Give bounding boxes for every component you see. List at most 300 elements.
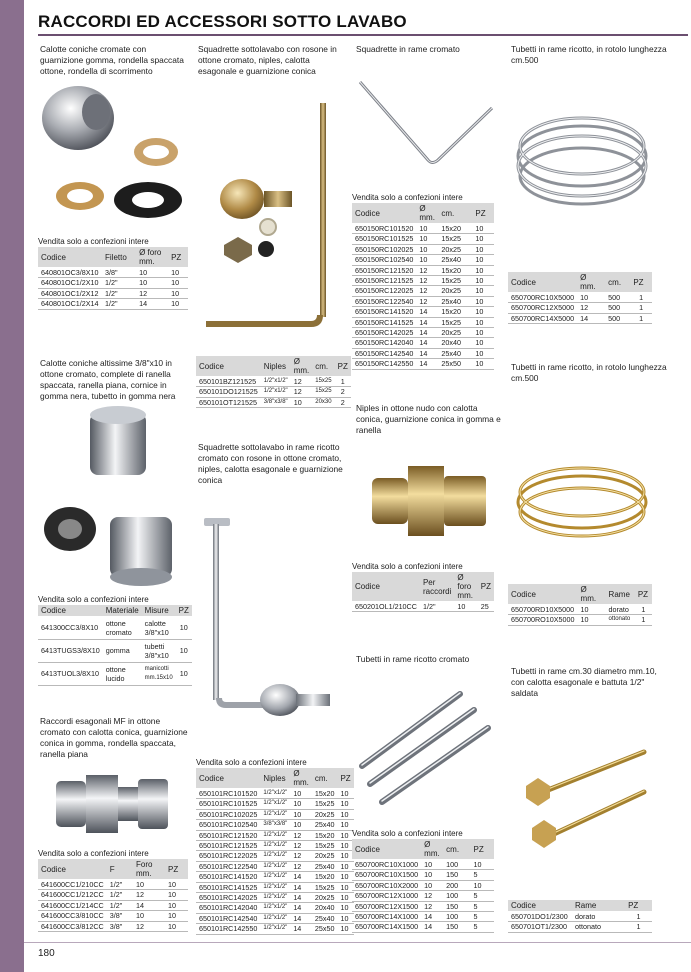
column-header: Codice: [508, 584, 578, 605]
table-row: [508, 912, 652, 922]
cell: 150: [443, 922, 470, 932]
cell: tubetti 3/8"x10: [142, 640, 176, 663]
cell: 650150RC102540: [352, 255, 416, 265]
cell: 650700RC10X1000: [352, 860, 421, 870]
cell: 10: [176, 640, 192, 663]
cell: 641600CC1/210CC: [38, 880, 107, 890]
section-2-table: [196, 356, 351, 408]
table-row: [196, 851, 354, 861]
cell: 650101RC101520: [196, 789, 260, 799]
cell: 14: [290, 924, 312, 934]
table-row: [352, 328, 494, 338]
cell: 3/8": [102, 268, 136, 278]
cell: 10: [136, 268, 168, 278]
column-header: Codice: [38, 859, 107, 880]
column-header: Ø foro mm.: [136, 247, 168, 268]
cell: 20x40: [438, 338, 472, 348]
table-row: [352, 870, 494, 880]
cell: 640801OC1/2X14: [38, 299, 102, 309]
cell: 12: [416, 276, 438, 286]
cell: 5: [471, 922, 495, 932]
cell: 14: [290, 882, 312, 892]
column-header: cm.: [443, 839, 470, 860]
chrome-copper-tubes-image: [356, 688, 496, 818]
column-header: Codice: [38, 605, 103, 617]
cell: 14: [416, 328, 438, 338]
table-row: [196, 789, 354, 799]
cell: 12: [577, 303, 605, 313]
section-1-description: Calotte coniche cromate con guarnizione gomma, rondella spaccata ottone, rondella di scorrimento: [40, 44, 184, 76]
cell: 3/8": [107, 921, 133, 931]
section-10-table-block: [352, 829, 494, 933]
cell: 10: [472, 317, 494, 327]
cell: 650700RC10X2000: [352, 880, 421, 890]
cell: 10: [290, 809, 312, 819]
column-header: PZ: [630, 272, 652, 293]
cell: 12: [416, 265, 438, 275]
cell: 10: [337, 851, 353, 861]
column-header: Niples: [261, 356, 291, 377]
cell: 25x40: [312, 913, 338, 923]
cell: 1/2"x1/2": [260, 913, 290, 923]
cell: 10: [337, 913, 353, 923]
cell: 5: [471, 870, 495, 880]
cell: 1/2"x1/2": [260, 893, 290, 903]
cell: 650150RC122540: [352, 296, 416, 306]
cell: 10: [337, 799, 353, 809]
cell: 1/2"x1/2": [260, 924, 290, 934]
cell: 10: [168, 299, 188, 309]
cell: 1: [335, 377, 351, 387]
table-header-row: [38, 247, 188, 268]
cell: 100: [443, 912, 470, 922]
column-header: Codice: [352, 839, 421, 860]
cell: 10: [472, 359, 494, 369]
cell: 20x25: [438, 328, 472, 338]
section-3-table: [352, 203, 494, 370]
cell: 6413TUOL3/8X10: [38, 663, 103, 686]
vendita-note: Vendita solo a confezioni intere: [38, 595, 149, 604]
cell: 650700RC10X1500: [352, 870, 421, 880]
cell: 10: [176, 663, 192, 686]
cell: 20x25: [312, 851, 338, 861]
column-header: Misure: [142, 605, 176, 617]
column-header: Ø mm.: [290, 768, 312, 789]
vendita-note: Vendita solo a confezioni intere: [38, 849, 149, 858]
section-9-description: Raccordi esagonali MF in ottone cromato con calotta conica, guarnizione conica in gomma, rondella spaccata, ranella piana: [40, 716, 188, 759]
section-8-table-block: [508, 584, 652, 626]
column-header: Rame: [572, 900, 625, 912]
cell: 12: [290, 861, 312, 871]
cell: 10: [472, 338, 494, 348]
cell: 1: [630, 293, 652, 303]
cell: manicotti mm.15x10: [142, 663, 176, 686]
column-header: Codice: [196, 768, 260, 789]
column-header: Filetto: [102, 247, 136, 268]
cell: 650101OT121525: [196, 397, 261, 407]
footer-rule: [24, 942, 691, 943]
table-row: [508, 922, 652, 932]
cell: 650700RC10X5000: [508, 293, 577, 303]
cell: 15x25: [312, 841, 338, 851]
cell: 14: [421, 922, 443, 932]
cell: 2: [335, 397, 351, 407]
hex-fitting-image: [50, 765, 180, 845]
cell: 650150RC142540: [352, 348, 416, 358]
table-header-row: [196, 768, 354, 789]
section-7-table-block: [352, 562, 494, 612]
cell: 5: [471, 891, 495, 901]
brass-niple-image: [366, 452, 496, 552]
table-row: [352, 307, 494, 317]
column-header: Ø mm.: [416, 203, 438, 224]
table-row: [352, 338, 494, 348]
cell: 10: [472, 276, 494, 286]
column-header: PZ: [335, 356, 351, 377]
cell: 650101DO121525: [196, 387, 261, 397]
column-header: Ø mm.: [577, 272, 605, 293]
cell: 15x25: [438, 276, 472, 286]
column-header: cm.: [312, 356, 334, 377]
cell: 150: [443, 901, 470, 911]
gold-tube-with-cap-image: [512, 744, 652, 854]
cell: 3/8"x3/8": [261, 397, 291, 407]
cell: 1: [625, 922, 652, 932]
section-11-description: Tubetti in rame cm.30 diametro mm.10, con calotta esagonale e battuta 1/2" saldata: [511, 666, 657, 698]
table-row: [196, 924, 354, 934]
column-header: Codice: [508, 272, 577, 293]
cell: 100: [443, 860, 470, 870]
cell: 10: [471, 860, 495, 870]
cell: 650150RC142025: [352, 328, 416, 338]
cell: 650150RC122025: [352, 286, 416, 296]
table-row: [352, 348, 494, 358]
table-row: [196, 893, 354, 903]
table-row: [38, 880, 188, 890]
table-row: [196, 397, 351, 407]
cell: 650101RC142540: [196, 913, 260, 923]
cell: 650700RO10X5000: [508, 615, 578, 625]
cell: 20x25: [312, 809, 338, 819]
table-row: [508, 605, 652, 615]
cell: 640801OC1/2X12: [38, 288, 102, 298]
cell: 25x50: [312, 924, 338, 934]
column-header: Codice: [508, 900, 572, 912]
column-header: Foro mm.: [133, 859, 165, 880]
cell: 15x25: [438, 317, 472, 327]
table-row: [352, 922, 494, 932]
cell: 10: [578, 615, 606, 625]
section-11-table-block: [508, 900, 652, 933]
cell: 650150RC121520: [352, 265, 416, 275]
cell: 650700RC14X1500: [352, 922, 421, 932]
copper-coil-chrome-image: [510, 106, 655, 216]
cell: 5: [471, 912, 495, 922]
cell: 12: [416, 286, 438, 296]
cell: 650201OL1/210CC: [352, 602, 420, 612]
cell: 14: [290, 913, 312, 923]
table-row: [352, 255, 494, 265]
section-6-description: Squadrette sottolavabo in rame ricotto cromato con rosone in ottone cromato, niples, calotta esagonale e guarnizione conica: [198, 442, 343, 485]
cell: 650101RC121525: [196, 841, 260, 851]
cell: 14: [136, 299, 168, 309]
page-number: 180: [38, 948, 55, 959]
cell: 1/2": [102, 278, 136, 288]
cell: 650150RC102025: [352, 244, 416, 254]
section-3-table-block: [352, 193, 494, 370]
cell: 14: [290, 872, 312, 882]
cell: 10: [176, 617, 192, 640]
section-2-table-block: [196, 356, 348, 408]
cell: 12: [290, 830, 312, 840]
table-row: [38, 299, 188, 309]
cell: 14: [416, 317, 438, 327]
cell: 10: [337, 830, 353, 840]
cell: 650700RC12X5000: [508, 303, 577, 313]
table-row: [352, 602, 494, 612]
cell: 10: [416, 255, 438, 265]
table-header-row: [508, 272, 652, 293]
cell: 1/2": [102, 288, 136, 298]
cell: 1/2"x1/2": [260, 799, 290, 809]
cell: 20x25: [312, 893, 338, 903]
table-row: [38, 890, 188, 900]
cell: 1/2": [420, 602, 454, 612]
cell: 650150RC142040: [352, 338, 416, 348]
cell: 14: [416, 338, 438, 348]
table-row: [352, 359, 494, 369]
cell: 20x25: [438, 286, 472, 296]
section-1-table-block: [38, 237, 188, 310]
cell: 10: [421, 860, 443, 870]
table-row: [352, 912, 494, 922]
table-row: [38, 278, 188, 288]
cell: calotte 3/8"x10: [142, 617, 176, 640]
cell: 650150RC142550: [352, 359, 416, 369]
cell: 641600CC1/214CC: [38, 900, 107, 910]
section-6-table: [196, 768, 354, 935]
cell: 15x20: [438, 224, 472, 234]
cell: 500: [605, 293, 630, 303]
cell: 650150RC141525: [352, 317, 416, 327]
cell: 10: [337, 893, 353, 903]
cell: 650101RC122025: [196, 851, 260, 861]
cell: 650101RC122540: [196, 861, 260, 871]
cell: 10: [472, 307, 494, 317]
table-header-row: [352, 839, 494, 860]
section-10-table: [352, 839, 494, 933]
cell: 650150RC121525: [352, 276, 416, 286]
table-row: [196, 809, 354, 819]
cell: 15x25: [312, 377, 334, 387]
cell: 10: [165, 921, 188, 931]
table-header-row: [196, 356, 351, 377]
cell: 10: [168, 268, 188, 278]
cell: 1/2"x1/2": [260, 903, 290, 913]
cell: 10: [133, 880, 165, 890]
column-header: PZ: [471, 839, 495, 860]
cell: 10: [337, 789, 353, 799]
cell: 1/2"x1/2": [260, 851, 290, 861]
table-row: [508, 615, 652, 625]
section-4-description: Tubetti in rame ricotto, in rotolo lunghezza cm.500: [511, 44, 667, 65]
cell: 15x20: [438, 307, 472, 317]
cell: 650101RC121520: [196, 830, 260, 840]
section-11-table: [508, 900, 652, 933]
brass-angle-valve-image: [196, 95, 346, 350]
table-row: [352, 276, 494, 286]
cell: 10: [472, 286, 494, 296]
cell: 1/2": [102, 299, 136, 309]
section-2-description: Squadrette sottolavabo con rosone in ottone cromato, niples, calotta esagonale e guarnizione conica: [198, 44, 337, 76]
column-header: Codice: [38, 247, 102, 268]
cell: 650700RC12X1500: [352, 901, 421, 911]
cell: ottone cromato: [103, 617, 142, 640]
cell: 12: [421, 901, 443, 911]
table-row: [196, 820, 354, 830]
cell: 650101BZ121525: [196, 377, 261, 387]
table-row: [196, 882, 354, 892]
cell: 20x25: [438, 244, 472, 254]
cell: 500: [605, 313, 630, 323]
section-5-table-block: [38, 595, 188, 686]
cell: 1/2"x1/2": [260, 809, 290, 819]
cell: 15x25: [312, 387, 334, 397]
column-header: cm.: [438, 203, 472, 224]
table-row: [196, 830, 354, 840]
cell: 10: [578, 605, 606, 615]
section-5-description: Calotte coniche altissime 3/8"x10 in ottone cromato, complete di ranella spaccata, ranella piana, cornice in gomma nera, tubetto in gomma nera: [40, 358, 176, 401]
cell: 25x40: [312, 861, 338, 871]
cell: 10: [168, 288, 188, 298]
table-row: [38, 640, 192, 663]
table-row: [352, 880, 494, 890]
cell: 14: [133, 900, 165, 910]
cell: 10: [454, 602, 477, 612]
cell: 650101RC142025: [196, 893, 260, 903]
cell: ottonato: [606, 615, 635, 625]
cell: 10: [136, 278, 168, 288]
cell: 20x40: [312, 903, 338, 913]
column-header: Codice: [196, 356, 261, 377]
cell: 641600CC3/812CC: [38, 921, 107, 931]
table-header-row: [352, 572, 494, 602]
cell: 12: [133, 890, 165, 900]
cell: 1/2"x1/2": [261, 377, 291, 387]
table-row: [352, 901, 494, 911]
vendita-note: Vendita solo a confezioni intere: [352, 193, 463, 202]
cell: ottone lucido: [103, 663, 142, 686]
cell: 650700RC12X1000: [352, 891, 421, 901]
column-header: PZ: [168, 247, 188, 268]
column-header: PZ: [478, 572, 494, 602]
cell: 12: [416, 296, 438, 306]
column-header: Codice: [352, 572, 420, 602]
cell: 5: [471, 901, 495, 911]
cell: 640801OC3/8X10: [38, 268, 102, 278]
column-header: Ø foro mm.: [454, 572, 477, 602]
cell: 10: [472, 244, 494, 254]
cell: 10: [165, 900, 188, 910]
cell: 650701DO1/2300: [508, 912, 572, 922]
section-10-description: Tubetti in rame ricotto cromato: [356, 654, 470, 664]
cell: 12: [290, 851, 312, 861]
cell: 14: [577, 313, 605, 323]
table-row: [196, 387, 351, 397]
cell: 650101RC102540: [196, 820, 260, 830]
cell: 650150RC101520: [352, 224, 416, 234]
cell: 15x20: [312, 830, 338, 840]
cell: 1: [625, 912, 652, 922]
table-row: [508, 293, 652, 303]
column-header: PZ: [337, 768, 353, 789]
table-row: [38, 921, 188, 931]
page-title: RACCORDI ED ACCESSORI SOTTO LAVABO: [38, 12, 407, 31]
column-header: PZ: [472, 203, 494, 224]
cell: 6413TUGS3/8X10: [38, 640, 103, 663]
table-row: [38, 911, 188, 921]
column-header: Niples: [260, 768, 290, 789]
cell: 10: [337, 924, 353, 934]
table-row: [352, 860, 494, 870]
table-row: [196, 799, 354, 809]
section-4-table-block: [508, 272, 652, 324]
cell: ottonato: [572, 922, 625, 932]
table-row: [38, 617, 192, 640]
section-8-table: [508, 584, 652, 626]
table-row: [196, 903, 354, 913]
cell: 650150RC101525: [352, 234, 416, 244]
cell: 650700RC14X5000: [508, 313, 577, 323]
cell: 10: [337, 820, 353, 830]
table-row: [196, 913, 354, 923]
table-row: [352, 244, 494, 254]
table-row: [38, 288, 188, 298]
cell: 25x40: [438, 296, 472, 306]
title-rule: [38, 34, 688, 36]
cell: 650101RC142040: [196, 903, 260, 913]
cell: 25x40: [438, 255, 472, 265]
cell: 15x25: [312, 882, 338, 892]
table-row: [38, 900, 188, 910]
cell: 1: [630, 303, 652, 313]
cell: 10: [416, 224, 438, 234]
cell: 10: [165, 911, 188, 921]
cell: gomma: [103, 640, 142, 663]
section-7-table: [352, 572, 494, 612]
column-header: Ø mm.: [578, 584, 606, 605]
cell: 1/2": [107, 890, 133, 900]
cell: 10: [472, 328, 494, 338]
cell: 200: [443, 880, 470, 890]
table-row: [196, 377, 351, 387]
cell: 641600CC1/212CC: [38, 890, 107, 900]
page-sidebar: [0, 0, 24, 972]
cell: 10: [337, 872, 353, 882]
cell: 1/2"x1/2": [260, 872, 290, 882]
cell: 10: [472, 296, 494, 306]
cell: 1/2": [107, 880, 133, 890]
cell: 1: [635, 605, 652, 615]
cell: 1/2": [107, 900, 133, 910]
cell: 3/8": [107, 911, 133, 921]
cell: 14: [416, 359, 438, 369]
cell: 20x30: [312, 397, 334, 407]
cell: 650101RC141520: [196, 872, 260, 882]
cell: 10: [472, 224, 494, 234]
cell: 12: [133, 921, 165, 931]
cell: 15x20: [312, 789, 338, 799]
